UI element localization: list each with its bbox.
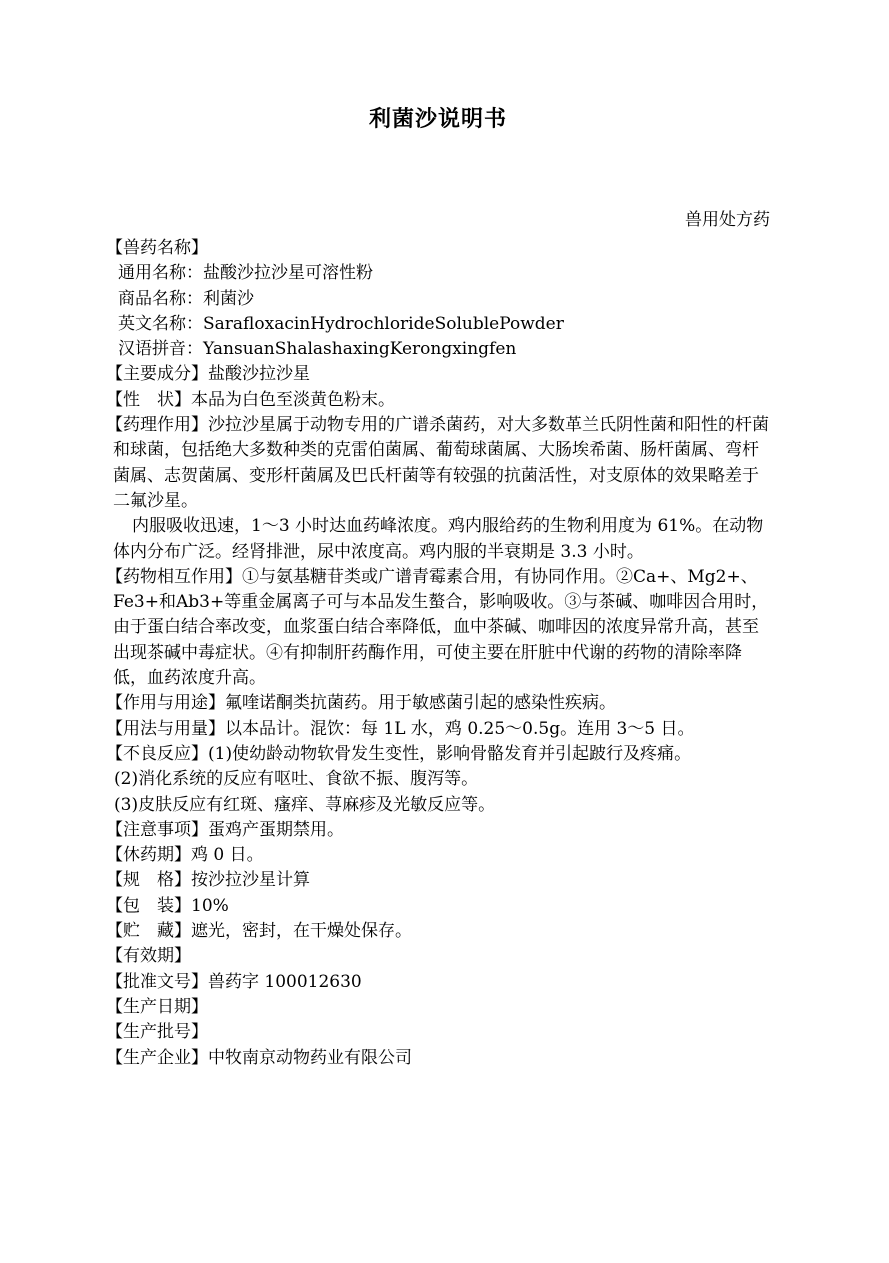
section-adverse-reactions: 【不良反应】(1)使幼龄动物软骨发生变性，影响骨骼发育并引起跛行及疼痛。	[106, 743, 692, 764]
section-main-ingredient: 【主要成分】盐酸沙拉沙星	[106, 364, 310, 385]
section-drug-name-label: 【兽药名称】	[106, 238, 208, 258]
pinyin-name-line: 汉语拼音：YansuanShalashaxingKerongxingfen	[118, 339, 517, 360]
section-storage: 【贮 藏】遮光，密封，在干燥处保存。	[106, 921, 412, 942]
generic-name-line: 通用名称：盐酸沙拉沙星可溶性粉	[118, 263, 373, 284]
adverse-reaction-item-3: (3)皮肤反应有红斑、瘙痒、荨麻疹及光敏反应等。	[114, 794, 496, 815]
section-packing: 【包 装】10%	[106, 895, 229, 916]
text-column	[106, 0, 770, 1071]
section-indications: 【作用与用途】氟喹诺酮类抗菌药。用于敏感菌引起的感染性疾病。	[106, 693, 616, 714]
section-interactions: 【药物相互作用】①与氨基糖苷类或广谱青霉素合用，有协同作用。②Ca+、Mg2+、Fe3+和Ab3+等重金属离子可与本品发生螯合，影响吸收。③与茶碱、咖啡因合用时，由于蛋白结合率改变，血浆蛋白结合率降低，血中茶碱、咖啡因的浓度异常升高，甚至出现茶碱中毒症状。④有抑制肝药酶作用，可使主要在肝脏中代谢的药物的清除率降低，血药浓度升高。	[106, 566, 769, 689]
trade-name-line: 商品名称：利菌沙	[118, 288, 254, 309]
english-name-line: 英文名称：SarafloxacinHydrochlorideSolublePowder	[118, 313, 564, 334]
pharmacology-absorption: 内服吸收迅速，1～3 小时达血药峰浓度。鸡内服给药的生物利用度为 61%。在动物体内分布广泛。经肾排泄，尿中浓度高。鸡内服的半衰期是 3.3 小时。	[113, 516, 764, 562]
section-dosage: 【用法与用量】以本品计。混饮：每 1L 水，鸡 0.25～0.5g。连用 3～5 日。	[106, 718, 695, 739]
section-withdrawal-period: 【休药期】鸡 0 日。	[106, 845, 264, 866]
document-body	[106, 236, 770, 1071]
section-specification: 【规 格】按沙拉沙星计算	[106, 870, 310, 891]
section-production-date: 【生产日期】	[106, 996, 208, 1017]
section-pharmacology: 【药理作用】沙拉沙星属于动物专用的广谱杀菌药，对大多数革兰氏阴性菌和阳性的杆菌和球菌，包括绝大多数种类的克雷伯菌属、葡萄球菌属、大肠埃希菌、肠杆菌属、弯杆菌属、志贺菌属、变形杆菌属及巴氏杆菌等有较强的抗菌活性，对支原体的效果略差于二氟沙星。	[106, 415, 769, 511]
section-batch-number: 【生产批号】	[106, 1022, 208, 1043]
section-precautions: 【注意事项】蛋鸡产蛋期禁用。	[106, 819, 344, 840]
prescription-classification: 兽用处方药	[685, 210, 770, 230]
adverse-reaction-item-2: (2)消化系统的反应有呕吐、食欲不振、腹泻等。	[114, 769, 479, 790]
section-validity: 【有效期】	[106, 946, 191, 967]
page-title: 利菌沙说明书	[368, 107, 507, 132]
section-approval-number: 【批准文号】兽药字 100012630	[106, 971, 362, 992]
section-manufacturer: 【生产企业】中牧南京动物药业有限公司	[106, 1047, 412, 1068]
section-character: 【性 状】本品为白色至淡黄色粉末。	[106, 389, 395, 410]
